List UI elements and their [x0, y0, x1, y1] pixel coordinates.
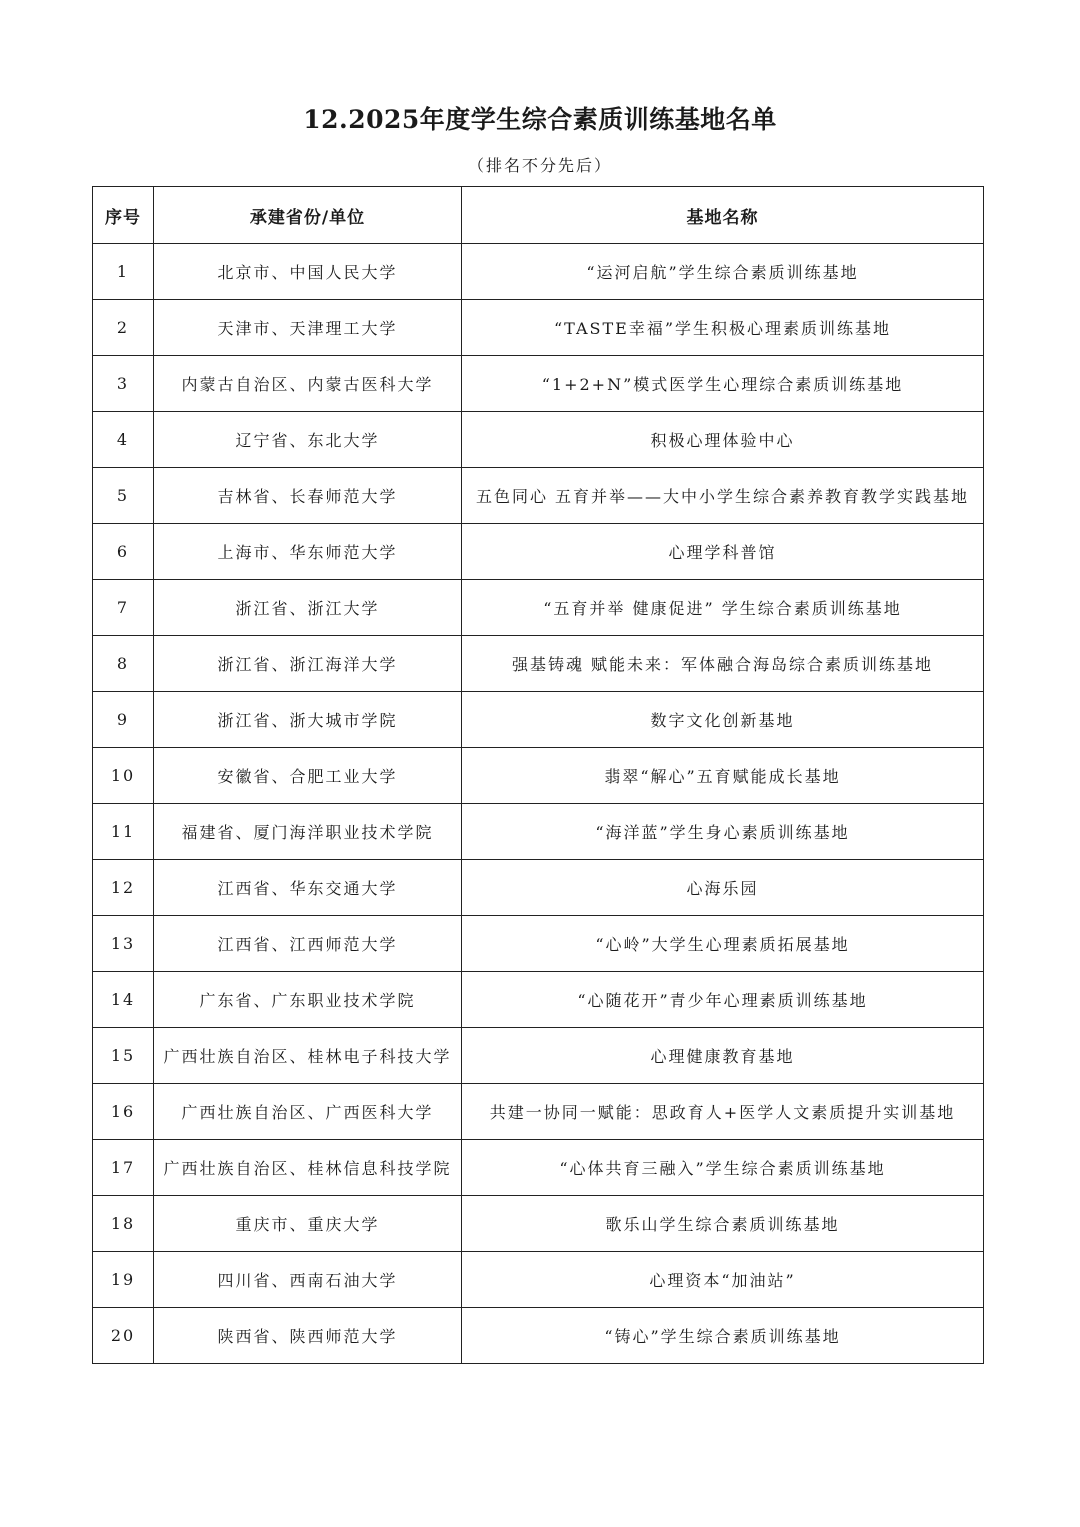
cell-host-unit: 吉林省、长春师范大学: [154, 468, 462, 524]
cell-serial-number: 17: [93, 1140, 154, 1196]
cell-serial-number: 5: [93, 468, 154, 524]
page-title: 12.2025年度学生综合素质训练基地名单: [303, 105, 777, 134]
table-row: [93, 804, 984, 860]
cell-serial-number: 8: [93, 636, 154, 692]
cell-base-name: “心随花开”青少年心理素质训练基地: [462, 972, 984, 1028]
cell-base-name: 五色同心 五育并举——大中小学生综合素养教育教学实践基地: [462, 468, 984, 524]
cell-serial-number: 13: [93, 916, 154, 972]
cell-serial-number: 19: [93, 1252, 154, 1308]
cell-serial-number: 20: [93, 1308, 154, 1364]
table-row: [93, 692, 984, 748]
cell-host-unit: 广西壮族自治区、桂林信息科技学院: [154, 1140, 462, 1196]
table-row: [93, 860, 984, 916]
cell-base-name: “心体共育三融入”学生综合素质训练基地: [462, 1140, 984, 1196]
cell-serial-number: 4: [93, 412, 154, 468]
table-row: [93, 300, 984, 356]
header-host-unit: 承建省份/单位: [154, 187, 462, 244]
cell-host-unit: 广西壮族自治区、桂林电子科技大学: [154, 1028, 462, 1084]
cell-host-unit: 浙江省、浙江大学: [154, 580, 462, 636]
cell-base-name: “TASTE幸福”学生积极心理素质训练基地: [462, 300, 984, 356]
table-row: [93, 1252, 984, 1308]
cell-serial-number: 18: [93, 1196, 154, 1252]
cell-host-unit: 安徽省、合肥工业大学: [154, 748, 462, 804]
cell-base-name: “运河启航”学生综合素质训练基地: [462, 244, 984, 300]
cell-serial-number: 3: [93, 356, 154, 412]
cell-base-name: 心海乐园: [462, 860, 984, 916]
table-row: [93, 748, 984, 804]
header-base-name: 基地名称: [462, 187, 984, 244]
table-row: [93, 916, 984, 972]
cell-host-unit: 天津市、天津理工大学: [154, 300, 462, 356]
cell-host-unit: 广西壮族自治区、广西医科大学: [154, 1084, 462, 1140]
table-row: [93, 1084, 984, 1140]
table-row: [93, 972, 984, 1028]
cell-serial-number: 1: [93, 244, 154, 300]
table-row: [93, 412, 984, 468]
cell-base-name: 强基铸魂 赋能未来：军体融合海岛综合素质训练基地: [462, 636, 984, 692]
base-list-table: [92, 186, 984, 1364]
cell-serial-number: 15: [93, 1028, 154, 1084]
cell-base-name: “铸心”学生综合素质训练基地: [462, 1308, 984, 1364]
table-row: [93, 636, 984, 692]
cell-base-name: “海洋蓝”学生身心素质训练基地: [462, 804, 984, 860]
cell-serial-number: 12: [93, 860, 154, 916]
table-row: [93, 1308, 984, 1364]
cell-serial-number: 11: [93, 804, 154, 860]
cell-base-name: 翡翠“解心”五育赋能成长基地: [462, 748, 984, 804]
cell-base-name: 心理资本“加油站”: [462, 1252, 984, 1308]
cell-base-name: “五育并举 健康促进” 学生综合素质训练基地: [462, 580, 984, 636]
cell-serial-number: 7: [93, 580, 154, 636]
table-row: [93, 356, 984, 412]
table-row: [93, 1140, 984, 1196]
cell-host-unit: 江西省、华东交通大学: [154, 860, 462, 916]
table-row: [93, 468, 984, 524]
cell-base-name: 积极心理体验中心: [462, 412, 984, 468]
table-row: [93, 244, 984, 300]
header-serial-number: 序号: [93, 187, 154, 244]
cell-base-name: 心理学科普馆: [462, 524, 984, 580]
table-row: [93, 1028, 984, 1084]
cell-host-unit: 重庆市、重庆大学: [154, 1196, 462, 1252]
cell-host-unit: 浙江省、浙江海洋大学: [154, 636, 462, 692]
cell-host-unit: 陕西省、陕西师范大学: [154, 1308, 462, 1364]
page-subtitle: （排名不分先后）: [467, 156, 612, 175]
cell-base-name: 歌乐山学生综合素质训练基地: [462, 1196, 984, 1252]
cell-serial-number: 14: [93, 972, 154, 1028]
table-row: [93, 580, 984, 636]
cell-host-unit: 江西省、江西师范大学: [154, 916, 462, 972]
cell-base-name: “心岭”大学生心理素质拓展基地: [462, 916, 984, 972]
cell-serial-number: 10: [93, 748, 154, 804]
cell-host-unit: 福建省、厦门海洋职业技术学院: [154, 804, 462, 860]
table-body: [93, 244, 984, 1364]
cell-base-name: 数字文化创新基地: [462, 692, 984, 748]
cell-base-name: 共建一协同一赋能：思政育人+医学人文素质提升实训基地: [462, 1084, 984, 1140]
cell-base-name: 心理健康教育基地: [462, 1028, 984, 1084]
table-row: [93, 1196, 984, 1252]
cell-host-unit: 辽宁省、东北大学: [154, 412, 462, 468]
cell-serial-number: 2: [93, 300, 154, 356]
table-row: [93, 524, 984, 580]
cell-base-name: “1+2+N”模式医学生心理综合素质训练基地: [462, 356, 984, 412]
cell-host-unit: 内蒙古自治区、内蒙古医科大学: [154, 356, 462, 412]
cell-serial-number: 6: [93, 524, 154, 580]
cell-host-unit: 北京市、中国人民大学: [154, 244, 462, 300]
cell-host-unit: 浙江省、浙大城市学院: [154, 692, 462, 748]
cell-host-unit: 广东省、广东职业技术学院: [154, 972, 462, 1028]
table-header-row: [93, 187, 984, 244]
cell-serial-number: 9: [93, 692, 154, 748]
cell-host-unit: 上海市、华东师范大学: [154, 524, 462, 580]
cell-serial-number: 16: [93, 1084, 154, 1140]
cell-host-unit: 四川省、西南石油大学: [154, 1252, 462, 1308]
